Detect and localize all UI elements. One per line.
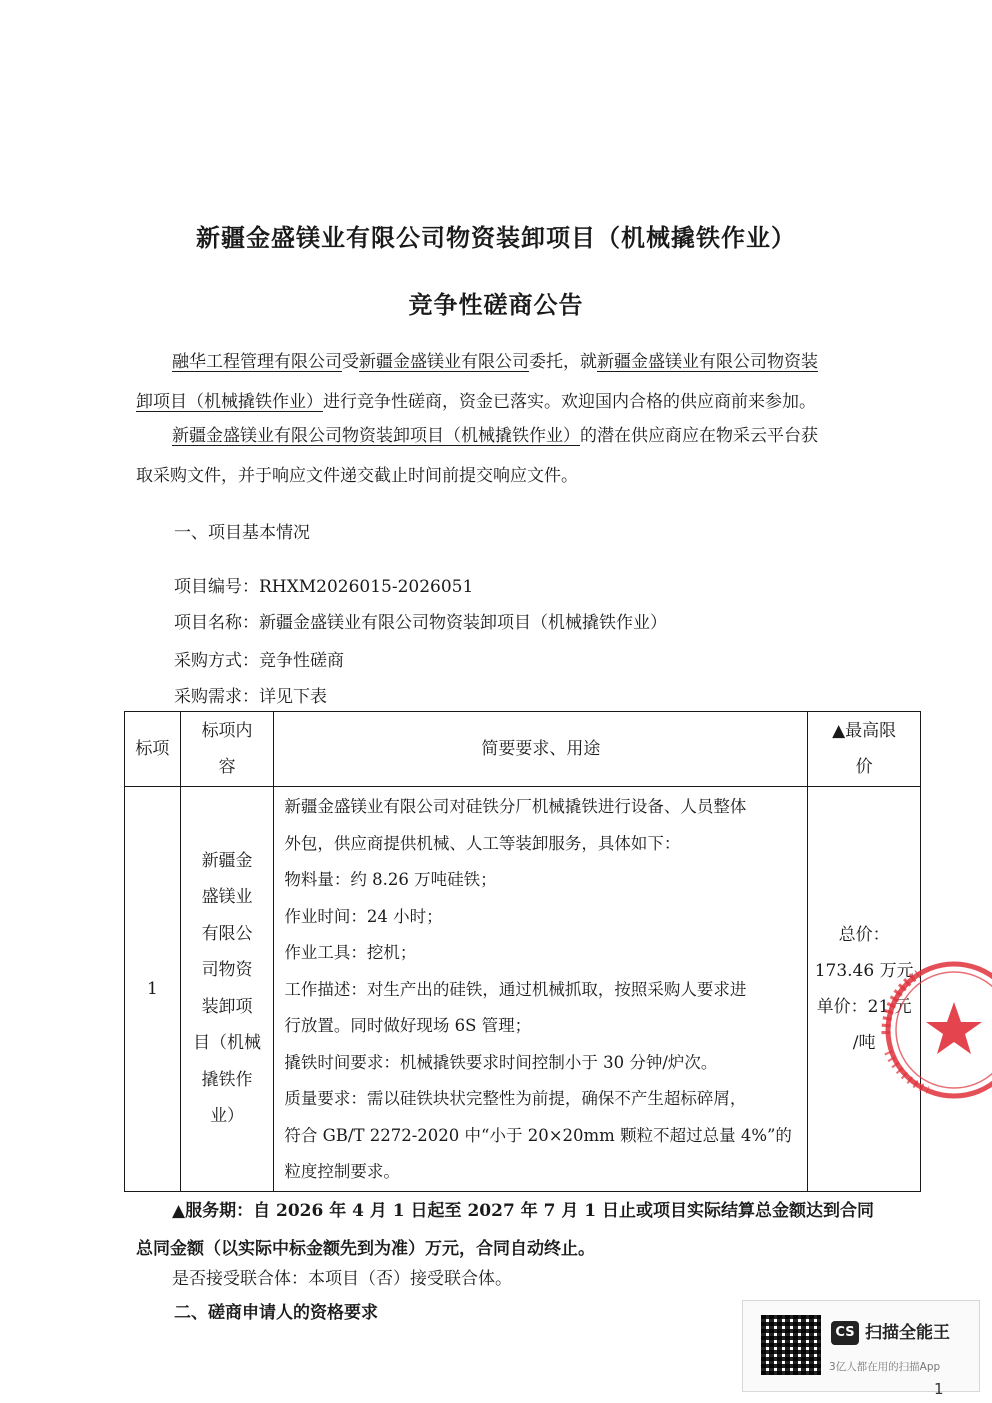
qr-code-icon — [761, 1315, 821, 1375]
watermark-brand: 扫描全能王 — [865, 1323, 950, 1343]
intro-paragraph: 融华工程管理有限公司受新疆金盛镁业有限公司委托，就新疆金盛镁业有限公司物资装 卸项目（机械撬铁作业）进行竞争性磋商，资金已落实。欢迎国内合格的供应商前来参加。 — [136, 352, 818, 412]
cell-content: 新疆金 盛镁业 有限公 司物资 装卸项 目（机械 撬铁作 业） — [180, 787, 274, 1192]
watermark-slogan: 3亿人都在用的扫描App — [829, 1361, 941, 1373]
table-row — [125, 787, 921, 1192]
demand-table — [124, 711, 921, 1192]
section-1-heading: 一、项目基本情况 — [174, 523, 310, 543]
scanner-watermark — [742, 1300, 980, 1392]
service-period-line1: ▲服务期：自 2026 年 4 月 1 日起至 2027 年 7 月 1 日止或项目实际结算总金额达到合同 — [172, 1201, 875, 1221]
document-subtitle: 竞争性磋商公告 — [408, 291, 584, 319]
service-period-line2: 总同金额（以实际中标金额先到为准）万元，合同自动终止。 — [136, 1239, 595, 1259]
consortium-note: 是否接受联合体：本项目（否）接受联合体。 — [172, 1269, 512, 1289]
project-name: 新疆金盛镁业有限公司物资装 — [597, 352, 818, 372]
table-header-row — [125, 712, 921, 787]
agency-name: 融华工程管理有限公司 — [172, 352, 342, 372]
company-seal — [858, 956, 992, 1104]
header-lot: 标项 — [125, 712, 181, 787]
header-desc: 简要要求、用途 — [274, 712, 808, 787]
cell-price: 总价： 173.46 万元 单价：21 元 /吨 — [808, 787, 921, 1192]
procurement-method: 采购方式：竞争性磋商 — [174, 651, 344, 671]
cell-lot: 1 — [125, 787, 181, 1192]
project-name-2: 新疆金盛镁业有限公司物资装卸项目（机械撬铁作业） — [172, 426, 580, 446]
cell-desc: 新疆金盛镁业有限公司对硅铁分厂机械撬铁进行设备、人员整体 外包，供应商提供机械、人工等装卸服务，具体如下： 物料量：约 8.26 万吨硅铁； 作业时间：24 小时； 作业工具：挖机； 工作描述：对生产出的硅铁，通过机械抓取，按照采购人要求进 行放置。同时做好现场 6S 管理； 撬铁时间要求：机械撬铁要求时间控制小于 30 分钟/炉次。 质量要求：需以硅铁块状完整性为前提，确保不产生超标碎屑， 符合 GB/T 2272-2020 中“小于 20×20mm 颗粒不超过总量 4%”的 粒度控制要求。 — [274, 787, 808, 1192]
intro-paragraph-2: 新疆金盛镁业有限公司物资装卸项目（机械撬铁作业）的潜在供应商应在物采云平台获 取采购文件，并于响应文件递交截止时间前提交响应文件。 — [136, 426, 818, 486]
client-name: 新疆金盛镁业有限公司 — [359, 352, 529, 372]
section-2-heading: 二、磋商申请人的资格要求 — [174, 1303, 378, 1323]
project-name-line: 项目名称：新疆金盛镁业有限公司物资装卸项目（机械撬铁作业） — [174, 613, 667, 633]
project-number: 项目编号：RHXM2026015-2026051 — [174, 577, 474, 597]
cs-logo-icon: CS — [831, 1321, 859, 1345]
page-number: 1 — [934, 1380, 944, 1398]
header-content: 标项内 容 — [180, 712, 274, 787]
header-price: ▲最高限 价 — [808, 712, 921, 787]
procurement-demand: 采购需求：详见下表 — [174, 687, 327, 707]
document-title: 新疆金盛镁业有限公司物资装卸项目（机械撬铁作业） — [196, 224, 796, 252]
